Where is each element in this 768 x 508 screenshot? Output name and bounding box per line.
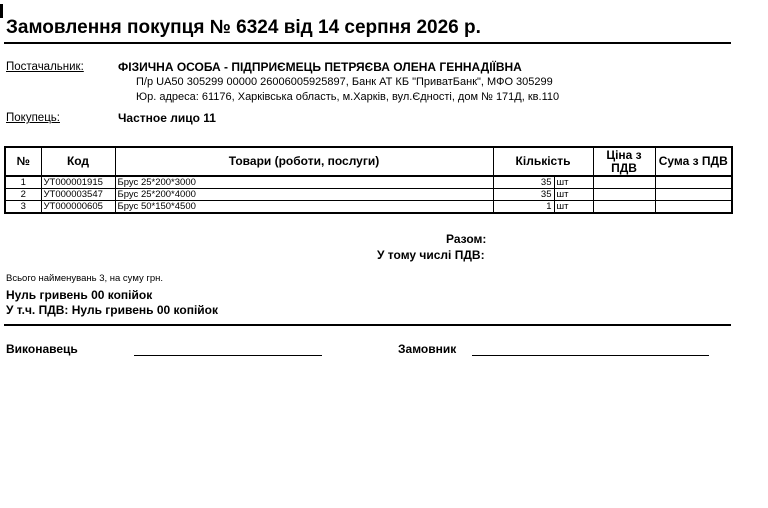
- col-header-goods: Товари (роботи, послуги): [115, 147, 493, 176]
- corner-marker: [0, 4, 3, 18]
- goods-table: [4, 146, 733, 214]
- items-count-summary: Всього найменувань 3, на суму грн.: [6, 273, 163, 284]
- row-code: УТ000003547: [41, 189, 115, 201]
- col-header-quantity: Кількість: [493, 147, 593, 176]
- buyer-name: Частное лицо 11: [118, 111, 216, 125]
- amount-in-words: Нуль гривень 00 копійок: [6, 288, 153, 302]
- executor-label: Виконавець: [6, 342, 78, 356]
- row-sum: [655, 189, 732, 201]
- col-header-price: Ціна з ПДВ: [593, 147, 655, 176]
- quantity-unit: шт: [554, 177, 593, 188]
- row-code: УТ000001915: [41, 176, 115, 189]
- table-header-row: [5, 147, 732, 176]
- row-sum: [655, 176, 732, 189]
- row-goods-name: Брус 25*200*4000: [115, 189, 493, 201]
- row-price: [593, 201, 655, 214]
- table-row: [5, 189, 732, 201]
- quantity-value: 1: [546, 201, 552, 212]
- col-header-code: Код: [41, 147, 115, 176]
- row-price: [593, 176, 655, 189]
- row-quantity: [493, 176, 593, 189]
- col-header-sum: Сума з ПДВ: [655, 147, 732, 176]
- supplier-bank-details: П/р UA50 305299 00000 26006005925897, Банк АТ КБ "ПриватБанк", МФО 305299: [136, 76, 553, 88]
- row-quantity: [493, 201, 593, 214]
- supplier-label: Постачальник:: [6, 61, 84, 73]
- summary-divider: [4, 324, 731, 326]
- row-code: УТ000000605: [41, 201, 115, 214]
- vat-total-label: У тому числі ПДВ:: [377, 248, 485, 262]
- quantity-unit: шт: [554, 189, 593, 200]
- title-divider: [4, 42, 731, 44]
- table-row: [5, 201, 732, 214]
- row-quantity: [493, 189, 593, 201]
- row-number: 3: [5, 201, 41, 214]
- table-row: [5, 176, 732, 189]
- customer-label: Замовник: [398, 342, 457, 356]
- executor-signature-line: [134, 355, 322, 356]
- row-price: [593, 189, 655, 201]
- quantity-value: 35: [540, 177, 552, 188]
- supplier-name: ФІЗИЧНА ОСОБА - ПІДПРИЄМЕЦЬ ПЕТРЯЄВА ОЛЕНА ГЕННАДІЇВНА: [118, 60, 522, 74]
- row-goods-name: Брус 25*200*3000: [115, 176, 493, 189]
- row-sum: [655, 201, 732, 214]
- quantity-value: 35: [540, 189, 552, 200]
- col-header-number: №: [5, 147, 41, 176]
- document-title: Замовлення покупця № 6324 від 14 серпня 2026 р.: [6, 17, 481, 38]
- row-goods-name: Брус 50*150*4500: [115, 201, 493, 214]
- buyer-label: Покупець:: [6, 112, 60, 124]
- vat-in-words: У т.ч. ПДВ: Нуль гривень 00 копійок: [6, 303, 218, 317]
- total-label: Разом:: [446, 232, 487, 246]
- customer-signature-line: [472, 355, 709, 356]
- row-number: 2: [5, 189, 41, 201]
- supplier-address: Юр. адреса: 61176, Харківська область, м.Харків, вул.Єдності, дом № 171Д, кв.110: [136, 91, 560, 103]
- quantity-unit: шт: [554, 201, 593, 212]
- row-number: 1: [5, 176, 41, 189]
